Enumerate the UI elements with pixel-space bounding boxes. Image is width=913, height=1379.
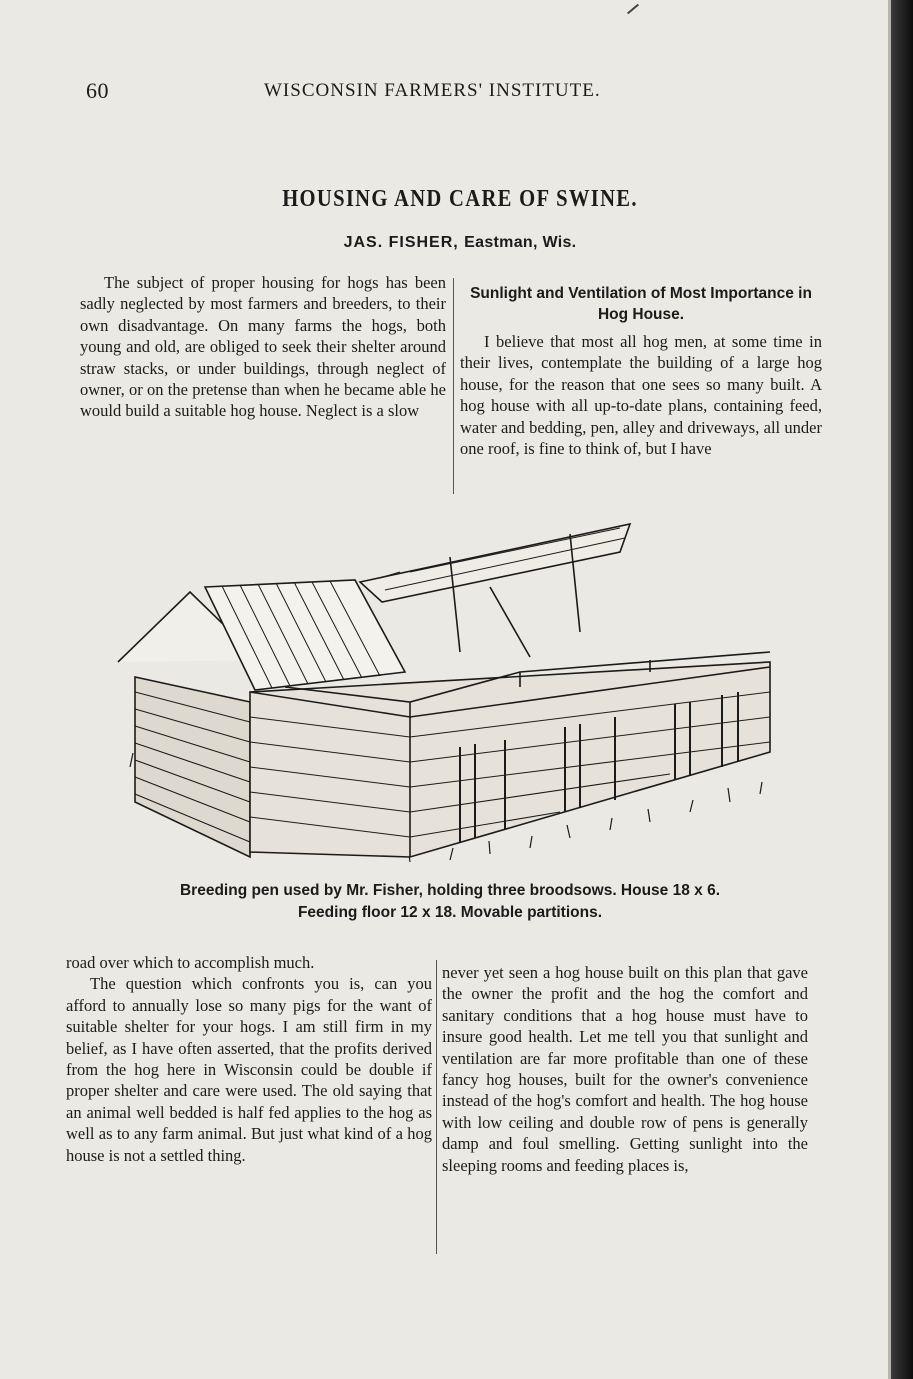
column-left-bottom [66, 952, 432, 1166]
column-right-bottom [442, 962, 808, 1176]
hog-house-illustration [110, 512, 790, 872]
column-left-top [80, 272, 446, 422]
column-divider [453, 278, 454, 494]
paragraph: The question which confronts you is, can you afford to annually lose so many pigs for the want of suitable shelter for your hogs. I am still firm in my belief, as I have often asserted, that the profits derived from the hog here in Wisconsin could be double if proper shelter and care were used. The old saying that an animal well bedded is half fed applies to the hog as well as to any farm animal. But just what kind of a hog house is not a settled thing. [66, 974, 432, 1165]
caption-line: Breeding pen used by Mr. Fisher, holding three broodsows. House 18 x 6. [179, 882, 721, 899]
byline [200, 234, 720, 252]
running-header [86, 78, 666, 108]
page-edge [891, 0, 913, 1379]
caption-line: Feeding floor 12 x 18. Movable partitions. [297, 904, 603, 921]
paragraph: I believe that most all hog men, at some time in their lives, contemplate the building of a large hog house, for the reason that one sees so many built. A hog house with all up-to-date plans, containing feed, water and bedding, pen, alley and driveways, all under one roof, is fine to think of, but I have [460, 332, 822, 459]
hog-house-drawing [110, 512, 790, 872]
author-name: JAS. FISHER, [343, 234, 459, 251]
paragraph: never yet seen a hog house built on this plan that gave the owner the profit and the hog the comfort and sanitary conditions that a hog house must have to insure good health. Let me tell you that sunlight and ventilation are far more profitable than one of these fancy hog houses, built for the owner's convenience instead of the hog's comfort and health. The hog house with low ceiling and double row of pens is generally damp and foul smelling. Getting sunlight into the sleeping rooms and feeding places is, [442, 963, 808, 1175]
column-right-top [460, 283, 822, 459]
article-title: HOUSING AND CARE OF SWINE. [282, 186, 638, 212]
column-divider [436, 960, 437, 1254]
figure-caption [70, 880, 830, 924]
section-heading: Sunlight and Ventilation of Most Importance in Hog House. [470, 285, 812, 323]
pencil-mark [627, 4, 639, 15]
paragraph: road over which to accomplish much. [66, 953, 315, 972]
author-location: Eastman, Wis. [464, 234, 577, 251]
page-number: 60 [86, 78, 109, 103]
running-title: WISCONSIN FARMERS' INSTITUTE. [264, 80, 601, 101]
paragraph: The subject of proper housing for hogs has been sadly neglected by most farmers and breeders, to their own disadvantage. On many farms the hogs, both young and old, are obliged to seek their shelter around straw stacks, or under buildings, through neglect of owner, or on the pretense than when he became able he would build a suitable hog house. Neglect is a slow [80, 273, 446, 421]
